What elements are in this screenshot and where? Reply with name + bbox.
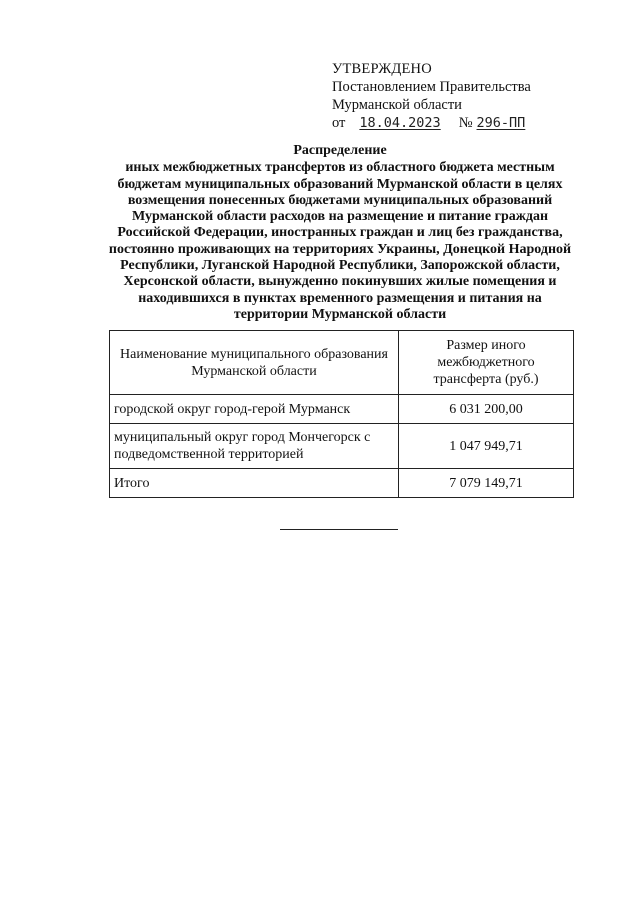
date-prefix: от — [332, 115, 346, 131]
header-municipality: Наименование муниципального образования Мурманской области — [110, 331, 399, 395]
title-line: возмещения понесенных бюджетами муниципальных образований — [127, 192, 553, 208]
title-heading: Распределение — [293, 143, 387, 158]
title-line: находившихся в пунктах временного размещения и питания на — [138, 290, 542, 306]
table-row — [110, 424, 574, 469]
approval-date: 18.04.2023 — [359, 115, 441, 131]
transfers-table — [109, 330, 574, 498]
number-prefix: № — [458, 115, 473, 131]
end-divider — [280, 529, 398, 530]
table-row — [110, 395, 574, 424]
municipality-name: городской округ город-герой Мурманск — [110, 395, 399, 424]
approval-stamp — [332, 60, 531, 132]
title-line: иных межбюджетных трансфертов из областного бюджета местным — [125, 160, 555, 176]
title-line: территории Мурманской области — [233, 306, 447, 322]
title-line: Республики, Луганской Народной Республики, Запорожской области, — [120, 258, 560, 274]
approval-region: Мурманской области — [332, 97, 462, 113]
approval-number: 296-ПП — [476, 115, 526, 131]
total-label: Итого — [110, 469, 399, 498]
title-line: Мурманской области расходов на размещение и питание граждан — [131, 209, 549, 225]
transfer-amount: 6 031 200,00 — [399, 395, 574, 424]
table-header-row — [110, 331, 574, 395]
municipality-name: муниципальный округ город Мончегорск с подведомственной территорией — [110, 424, 399, 469]
table-total-row — [110, 469, 574, 498]
header-amount: Размер иного межбюджетного трансферта (руб.) — [399, 331, 574, 395]
title-line: Российской Федерации, иностранных граждан и лиц без гражданства, — [117, 225, 563, 241]
document-title — [80, 143, 600, 323]
approval-date-line — [332, 114, 531, 132]
approval-authority: Постановлением Правительства — [332, 79, 531, 95]
title-line: постоянно проживающих на территориях Украины, Донецкой Народной — [108, 241, 572, 257]
transfer-amount: 1 047 949,71 — [399, 424, 574, 469]
total-amount: 7 079 149,71 — [399, 469, 574, 498]
approval-title: УТВЕРЖДЕНО — [332, 61, 432, 77]
title-line: бюджетам муниципальных образований Мурманской области в целях — [117, 176, 563, 192]
title-line: Херсонской области, вынужденно покинувших жилые помещения и — [123, 274, 557, 290]
